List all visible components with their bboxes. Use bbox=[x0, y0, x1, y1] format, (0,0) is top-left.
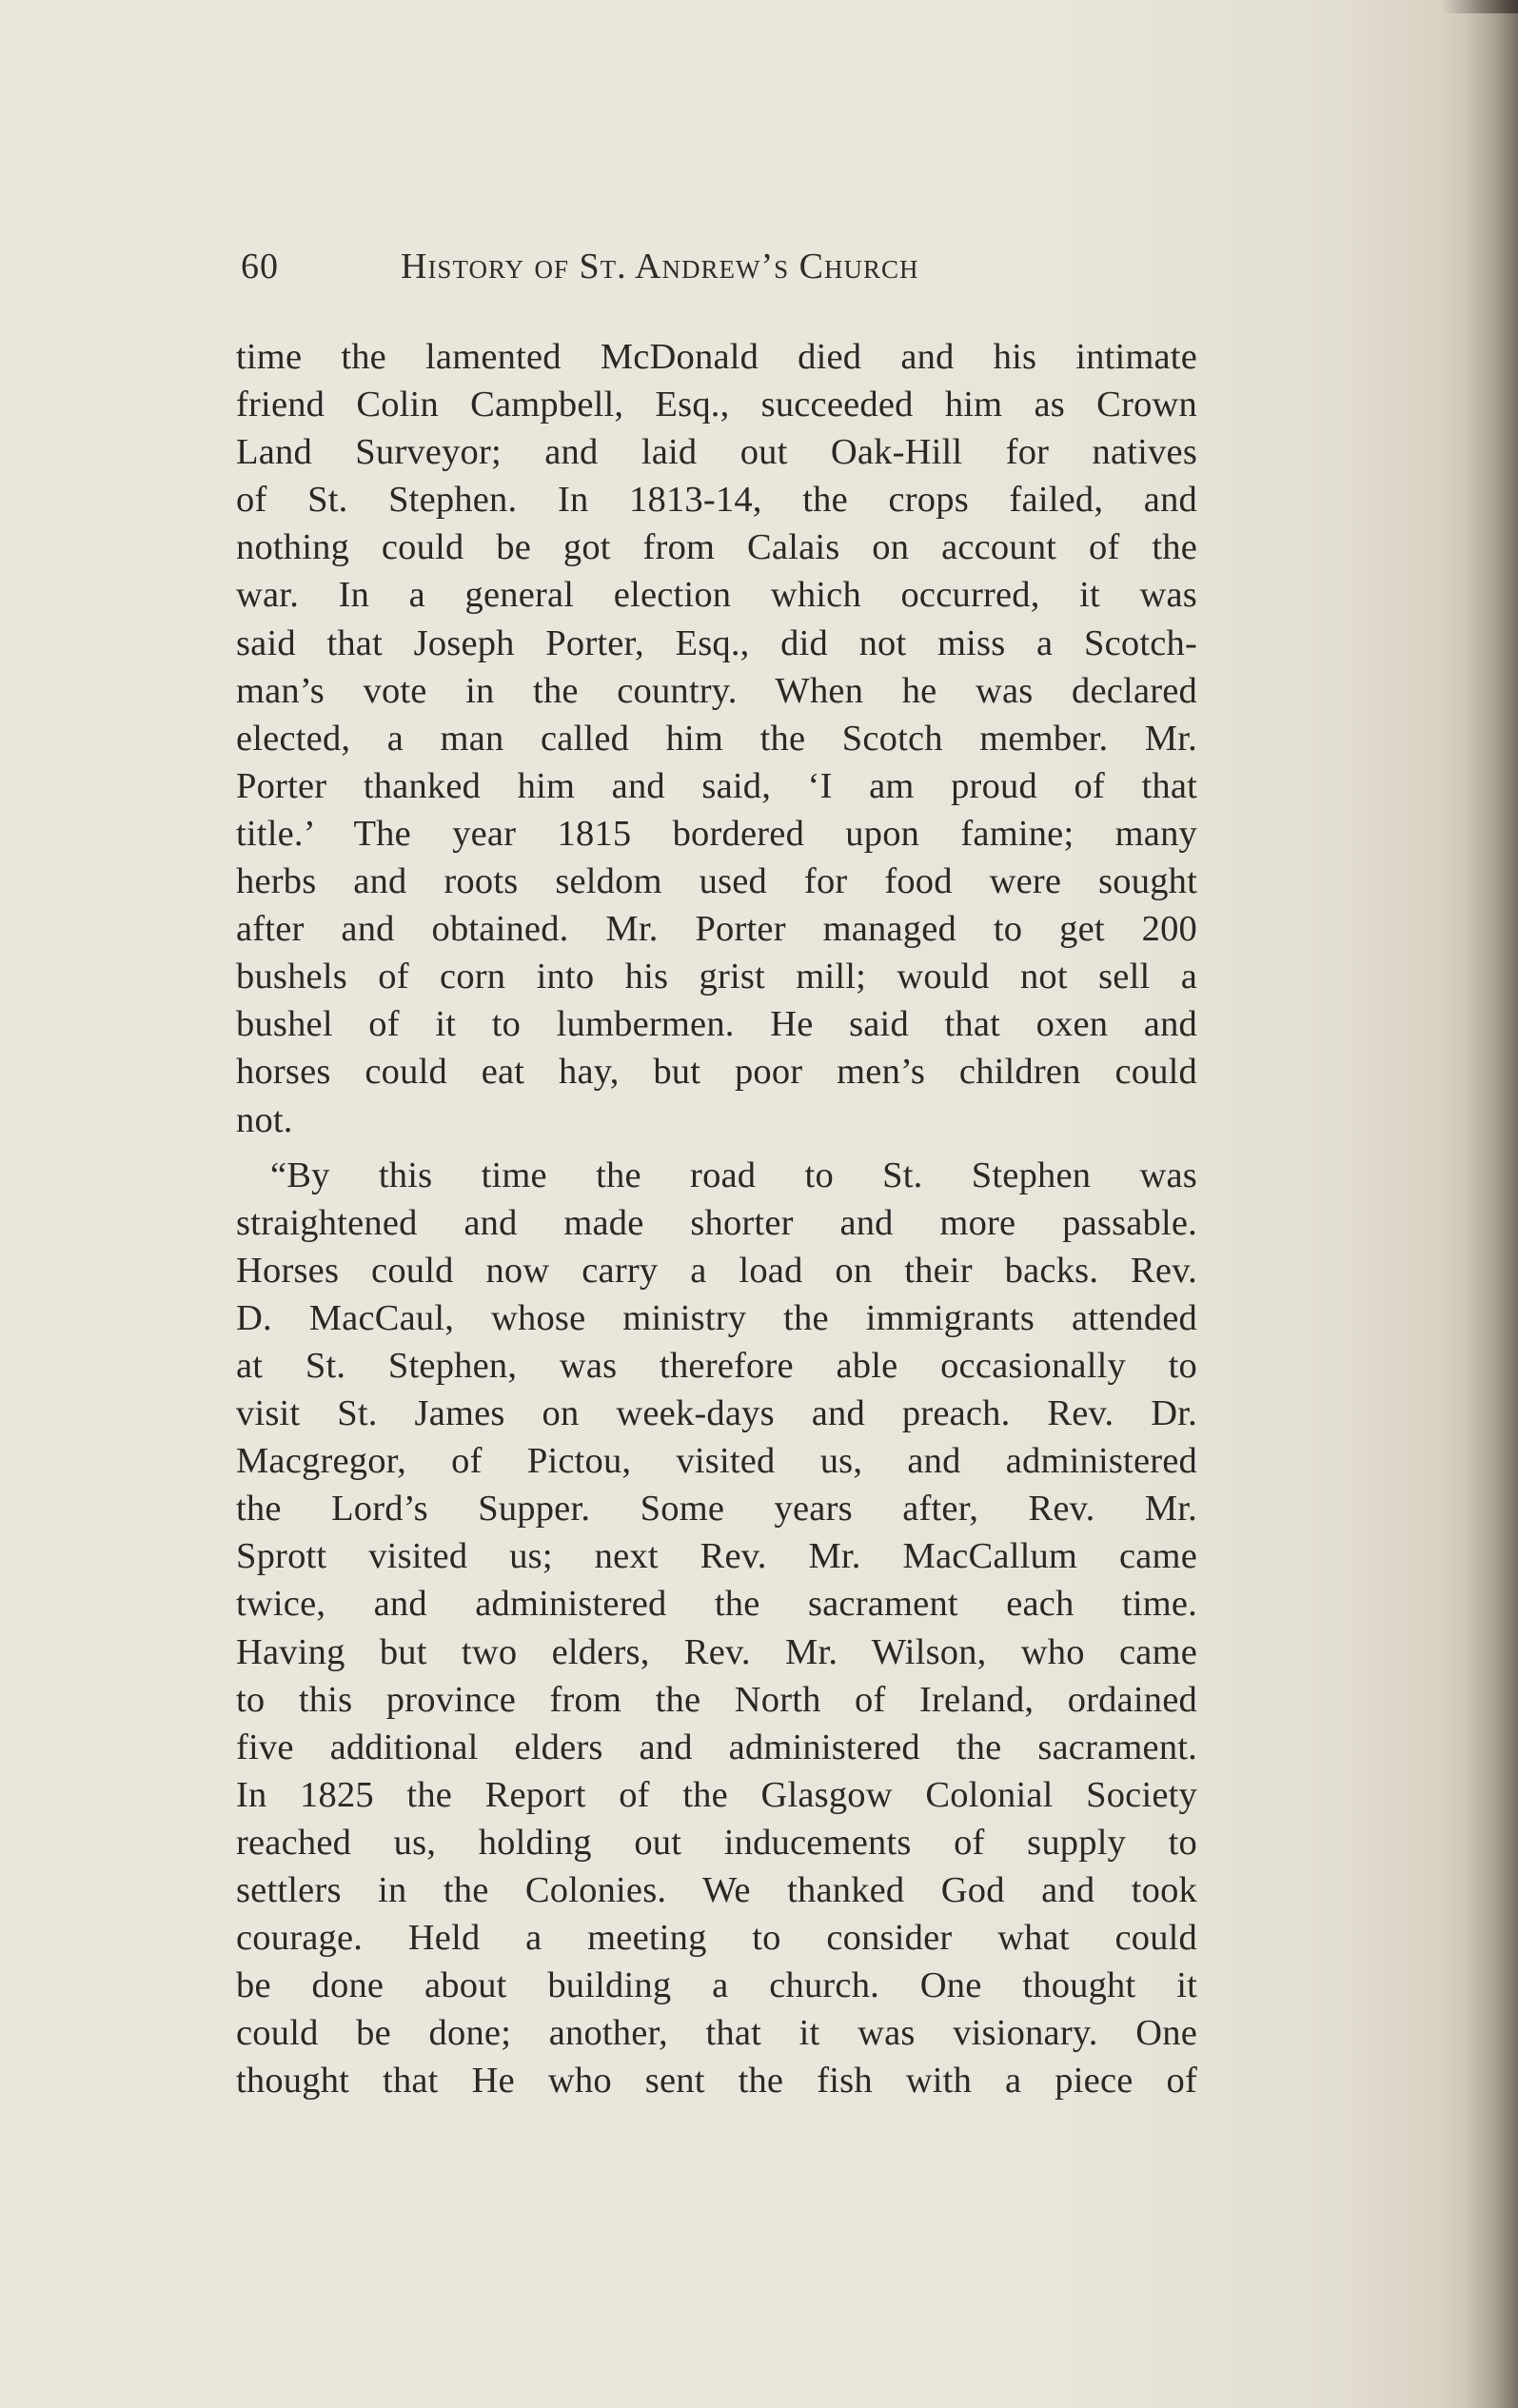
text-line: not. bbox=[236, 1099, 293, 1140]
text-line: friend Colin Campbell, Esq., succeeded him as Crown bbox=[236, 385, 1197, 425]
text-line: of St. Stephen. In 1813-14, the crops failed, and bbox=[236, 480, 1197, 521]
text-line: said that Joseph Porter, Esq., did not miss a Scotch- bbox=[236, 622, 1197, 663]
spine-shadow bbox=[1466, 0, 1518, 2408]
page-number: 60 bbox=[241, 247, 279, 286]
text-line: Sprott visited us; next Rev. Mr. MacCallum came bbox=[236, 1536, 1197, 1577]
text-line: D. MacCaul, whose ministry the immigrants attended bbox=[236, 1297, 1197, 1338]
text-line: herbs and roots seldom used for food were sought bbox=[236, 861, 1197, 902]
page-edge bbox=[1442, 0, 1518, 13]
text-line: thought that He who sent the fish with a piece of bbox=[236, 2061, 1197, 2102]
text-line: In 1825 the Report of the Glasgow Colonial Society bbox=[236, 1774, 1197, 1815]
text-line: Land Surveyor; and laid out Oak-Hill for natives bbox=[236, 432, 1197, 473]
text-line: at St. Stephen, was therefore able occasionally to bbox=[236, 1345, 1197, 1386]
text-line: reached us, holding out inducements of supply to bbox=[236, 1822, 1197, 1863]
text-line: could be done; another, that it was visionary. One bbox=[236, 2013, 1197, 2054]
paragraph bbox=[236, 333, 1197, 1144]
paragraph bbox=[236, 1152, 1197, 2105]
text-line: “By this time the road to St. Stephen was bbox=[270, 1155, 1197, 1195]
paragraph-gap bbox=[236, 1144, 1197, 1152]
text-line: Porter thanked him and said, ‘I am proud of that bbox=[236, 765, 1197, 806]
text-line: bushel of it to lumbermen. He said that oxen and bbox=[236, 1004, 1197, 1045]
text-line: settlers in the Colonies. We thanked God and took bbox=[236, 1870, 1197, 1910]
text-line: after and obtained. Mr. Porter managed to get 200 bbox=[236, 909, 1197, 950]
text-line: bushels of corn into his grist mill; would not sell a bbox=[236, 957, 1197, 997]
text-line: five additional elders and administered the sacrament. bbox=[236, 1727, 1197, 1767]
text-line: straightened and made shorter and more passable. bbox=[236, 1202, 1197, 1243]
text-line: twice, and administered the sacrament each time. bbox=[236, 1584, 1197, 1625]
running-head bbox=[241, 246, 1193, 303]
text-line: war. In a general election which occurred, it was bbox=[236, 575, 1197, 616]
running-head-title: History of St. Andrew’s Church bbox=[401, 247, 919, 286]
text-line: horses could eat hay, but poor men’s children could bbox=[236, 1052, 1197, 1093]
text-line: the Lord’s Supper. Some years after, Rev. Mr. bbox=[236, 1489, 1197, 1530]
text-line: elected, a man called him the Scotch member. Mr. bbox=[236, 718, 1197, 759]
text-line: nothing could be got from Calais on account of the bbox=[236, 527, 1197, 568]
text-line: courage. Held a meeting to consider what could bbox=[236, 1918, 1197, 1959]
text-line: to this province from the North of Ireland, ordained bbox=[236, 1679, 1197, 1720]
text-line: man’s vote in the country. When he was declared bbox=[236, 670, 1197, 711]
body-text bbox=[236, 333, 1197, 2104]
text-line: title.’ The year 1815 bordered upon famine; many bbox=[236, 813, 1197, 854]
text-line: Horses could now carry a load on their backs. Rev. bbox=[236, 1250, 1197, 1291]
text-line: be done about building a church. One thought it bbox=[236, 1965, 1197, 2006]
text-line: visit St. James on week-days and preach. Rev. Dr. bbox=[236, 1393, 1197, 1434]
text-line: Having but two elders, Rev. Mr. Wilson, who came bbox=[236, 1631, 1197, 1672]
text-line: time the lamented McDonald died and his intimate bbox=[236, 337, 1197, 377]
text-line: Macgregor, of Pictou, visited us, and administered bbox=[236, 1441, 1197, 1482]
